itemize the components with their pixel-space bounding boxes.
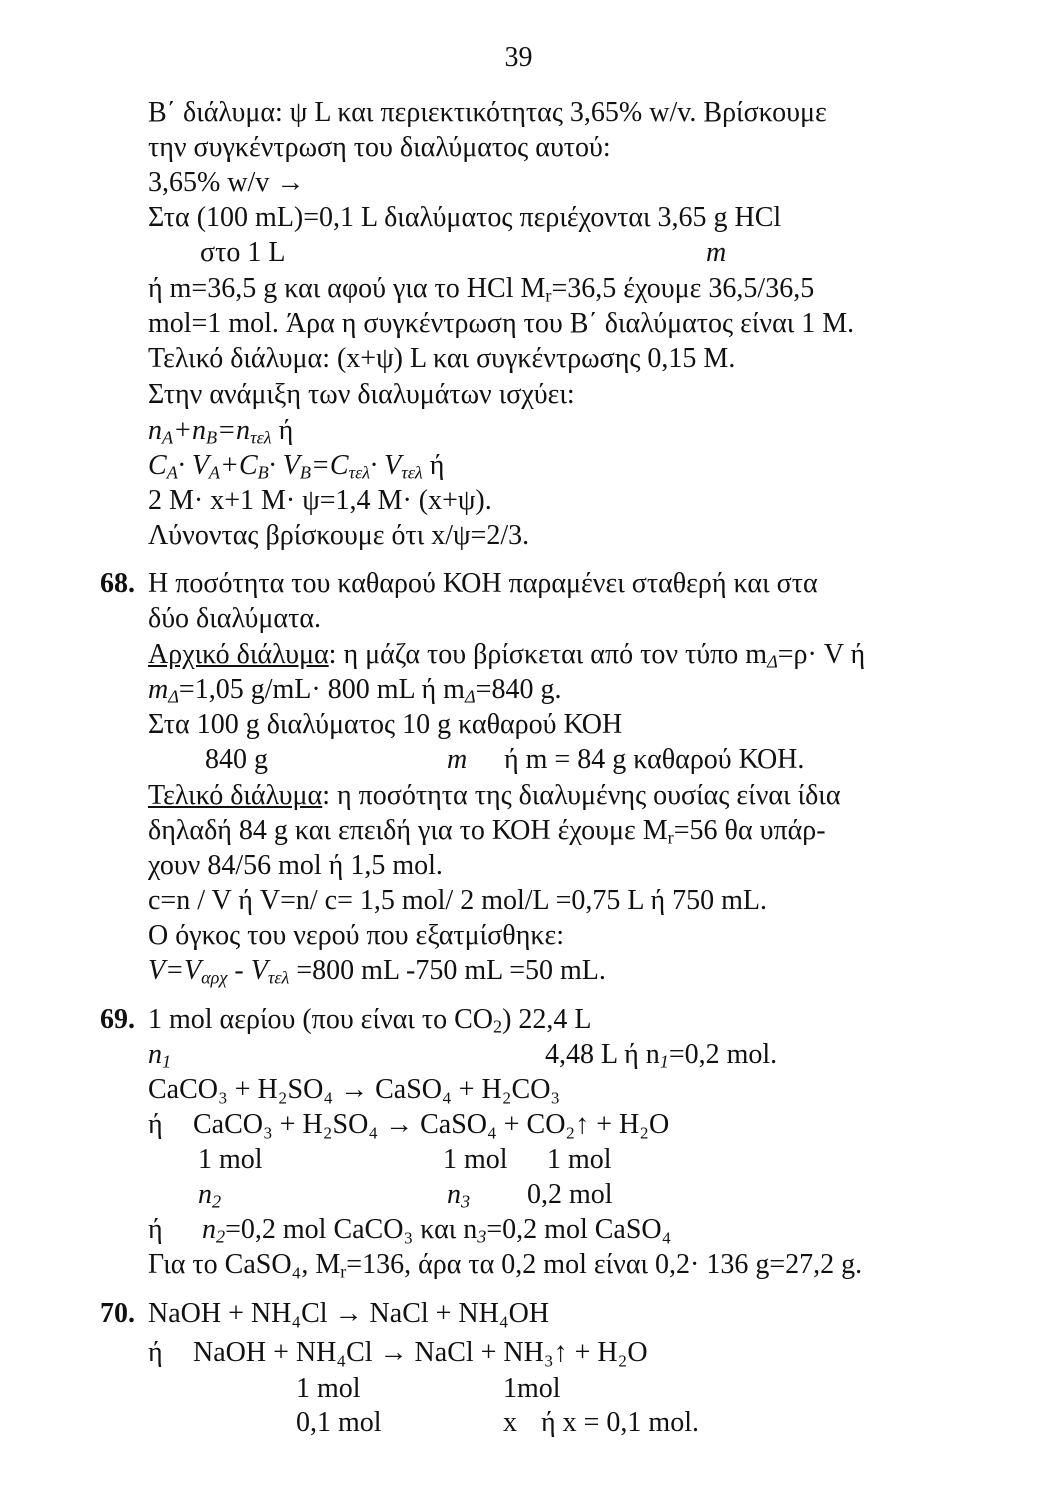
text-line: Β΄ διάλυμα: ψ L και περιεκτικότητας 3,65% w/v. Βρίσκουμε: [148, 97, 827, 128]
reaction-line: NaOH + NH₄Cl → NaCl + NH₃↑ + H₂O: [193, 1337, 648, 1368]
text-line: 1mol: [503, 1373, 561, 1404]
text-line: ή m=36,5 g και αφού για το HCl $M_r=36,5$ έχουμε 36,5/36,5: [148, 273, 815, 306]
text-line: δηλαδή 84 g και επειδή για το ΚΟΗ έχουμε $M_r=56$ θα υπάρ-: [148, 815, 826, 848]
reaction-line: NaOH + NH₄Cl → NaCl + NH₄OH: [148, 1298, 550, 1329]
text-line: 0,2 mol: [527, 1179, 613, 1210]
text-line: $m_\Delta=1,05$ g/mL· 800 mL ή $m_\Delta=840$ g.: [148, 674, 562, 707]
page-number: 39: [504, 42, 533, 73]
text-line: 1 mol: [547, 1144, 612, 1175]
text-line: χουν 84/56 mol ή 1,5 mol.: [148, 850, 443, 881]
problem-number: 69.: [100, 1004, 135, 1035]
text-line: δύο διαλύματα.: [148, 603, 321, 634]
problem-number: 70.: [100, 1298, 135, 1329]
text-line: 3,65% w/v →: [148, 167, 305, 198]
reaction-line: CaCO₃ + H₂SO₄ → CaSO₄ + CO₂↑ + H₂O: [193, 1109, 670, 1140]
text-line: 1 mol: [443, 1144, 508, 1175]
text-line: 2 M· x+1 M· ψ=1,4 M· (x+ψ).: [148, 485, 492, 516]
problem-number: 68.: [100, 568, 135, 599]
text-line: 1 mol αερίου (που είναι το $CO_2$) 22,4 L: [148, 1004, 592, 1037]
text-line: $V=V_{\alpha\rho\chi} - V_{\tau\varepsilon\lambda} =800$ mL -750 mL =50 mL.: [148, 955, 606, 988]
text-line: m: [447, 744, 468, 775]
text-line: την συγκέντρωση του διαλύματος αυτού:: [148, 132, 611, 163]
text-line: Τελικό διάλυμα: η ποσότητα της διαλυμένης ουσίας είναι ίδια: [148, 780, 841, 811]
text-line: Στα (100 mL)=0,1 L διαλύματος περιέχονται 3,65 g HCl: [148, 202, 782, 233]
text-line: Λύνοντας βρίσκουμε ότι x/ψ=2/3.: [148, 520, 530, 551]
text-line: 4,48 L ή $n_1=0,2$ mol.: [545, 1039, 778, 1072]
text-line: 1 mol: [296, 1373, 361, 1404]
text-line: Στα 100 g διαλύματος 10 g καθαρού ΚΟΗ: [148, 709, 623, 740]
text-line: Στην ανάμιξη των διαλυμάτων ισχύει:: [148, 379, 575, 410]
reaction-line: CaCO₃ + H₂SO₄ → CaSO₄ + H₂CO₃: [148, 1074, 561, 1105]
text-line: ή: [148, 1109, 163, 1140]
text-line: ή: [148, 1214, 163, 1245]
text-line: στο 1 L: [200, 237, 286, 268]
text-line: $n_2$: [198, 1179, 222, 1212]
text-line: $n_2=0,2$ mol CaCO₃ και $n_3=0,2$ mol CaSO₄: [202, 1214, 672, 1247]
text-line: m: [706, 237, 727, 268]
text-line: x: [503, 1407, 517, 1438]
text-line: ή: [148, 1337, 163, 1368]
text-line: $n_1$: [148, 1039, 172, 1072]
text-line: 0,1 mol: [296, 1407, 382, 1438]
text-line: ή x = 0,1 mol.: [541, 1407, 699, 1438]
text-line: Ο όγκος του νερού που εξατμίσθηκε:: [148, 920, 565, 951]
text-line: Τελικό διάλυμα: (x+ψ) L και συγκέντρωσης 0,15 M.: [148, 343, 736, 374]
text-line: Αρχικό διάλυμα: η μάζα του βρίσκεται από τον τύπο $m_\Delta=\rho\cdot V$ ή: [148, 639, 866, 672]
equation-line: $C_A\cdot V_A+C_B\cdot V_B=C_{\tau\varepsilon\lambda}\cdot V_{\tau\varepsilon\lambda}$ ή: [148, 450, 445, 483]
equation-line: $n_A+n_B=n_{\tau\varepsilon\lambda}$ ή: [148, 415, 294, 448]
text-line: mol=1 mol. Άρα η συγκέντρωση του Β΄ διαλύματος είναι 1 M.: [148, 308, 855, 339]
text-line: Η ποσότητα του καθαρού ΚΟΗ παραμένει σταθερή και στα: [148, 568, 818, 599]
text-line: 840 g: [205, 744, 268, 775]
text-line: $n_3$: [447, 1179, 471, 1212]
text-line: Για το CaSO₄, $M_r=136$, άρα τα 0,2 mol είναι 0,2· 136 g=27,2 g.: [148, 1249, 863, 1282]
text-line: ή m = 84 g καθαρού ΚΟΗ.: [504, 744, 805, 775]
text-line: c=n / V ή V=n/ c= 1,5 mol/ 2 mol/L =0,75 L ή 750 mL.: [148, 885, 767, 916]
text-line: 1 mol: [198, 1144, 263, 1175]
